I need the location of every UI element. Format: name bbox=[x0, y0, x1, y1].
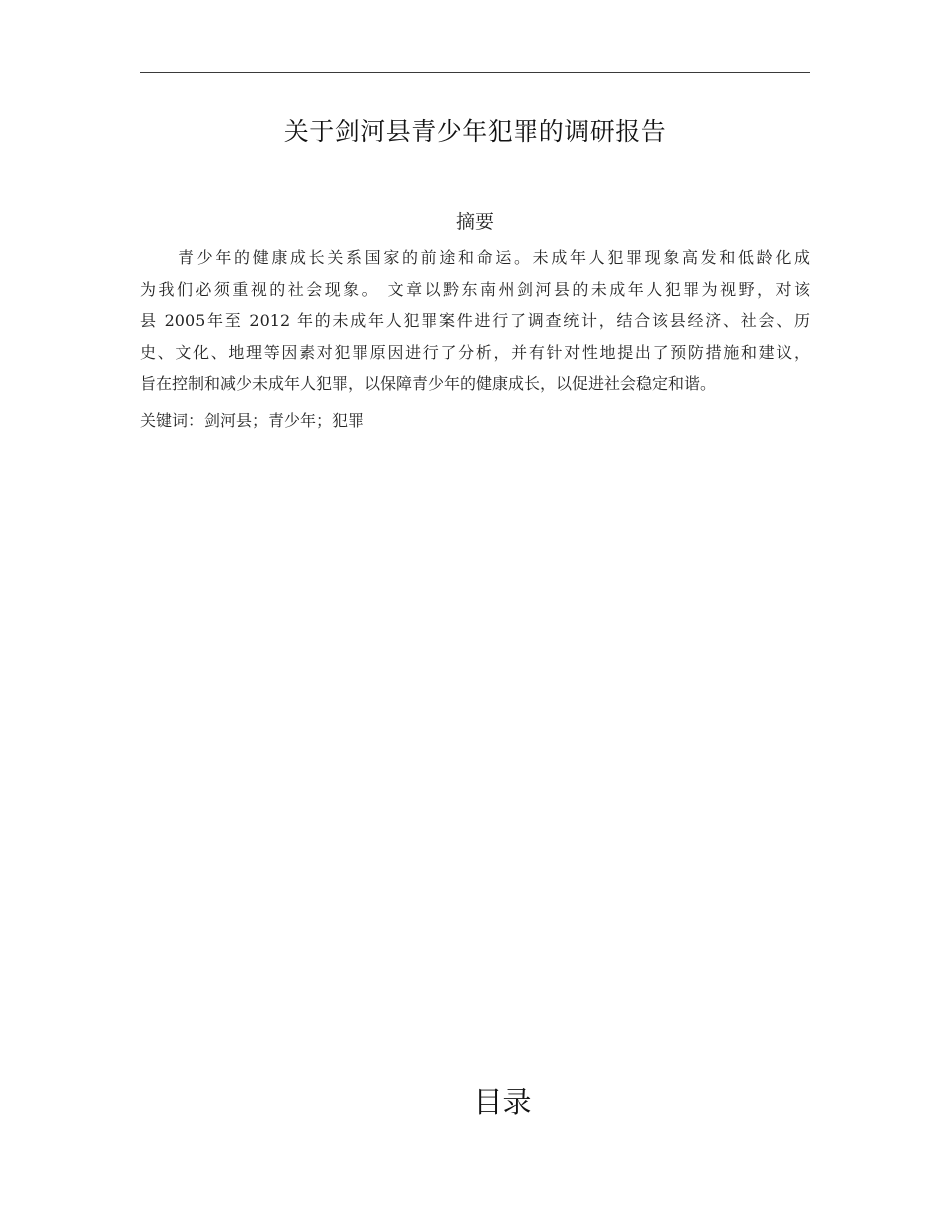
abstract-heading: 摘要 bbox=[455, 211, 494, 233]
header-rule bbox=[140, 72, 810, 73]
abstract-line: 史、文化、地理等因素对犯罪原因进行了分析，并有针对性地提出了预防措施和建议， bbox=[140, 342, 810, 362]
abstract-line: 青少年的健康成长关系国家的前途和命运。未成年人犯罪现象高发和低龄化成 bbox=[178, 248, 810, 267]
keywords-line: 关键词：剑河县；青少年；犯罪 bbox=[140, 411, 365, 430]
abstract-line: 旨在控制和减少未成年人犯罪，以保障青少年的健康成长，以促进社会稳定和谐。 bbox=[140, 374, 717, 393]
abstract-line: 县 2005年至 2012 年的未成年人犯罪案件进行了调查统计，结合该县经济、社会、历 bbox=[140, 311, 810, 330]
abstract-line: 为我们必须重视的社会现象。 文章以黔东南州剑河县的未成年人犯罪为视野，对该 bbox=[140, 279, 810, 299]
abstract-body bbox=[140, 242, 810, 400]
document-title: 关于剑河县青少年犯罪的调研报告 bbox=[283, 117, 667, 146]
toc-heading: 目录 bbox=[473, 1085, 532, 1119]
